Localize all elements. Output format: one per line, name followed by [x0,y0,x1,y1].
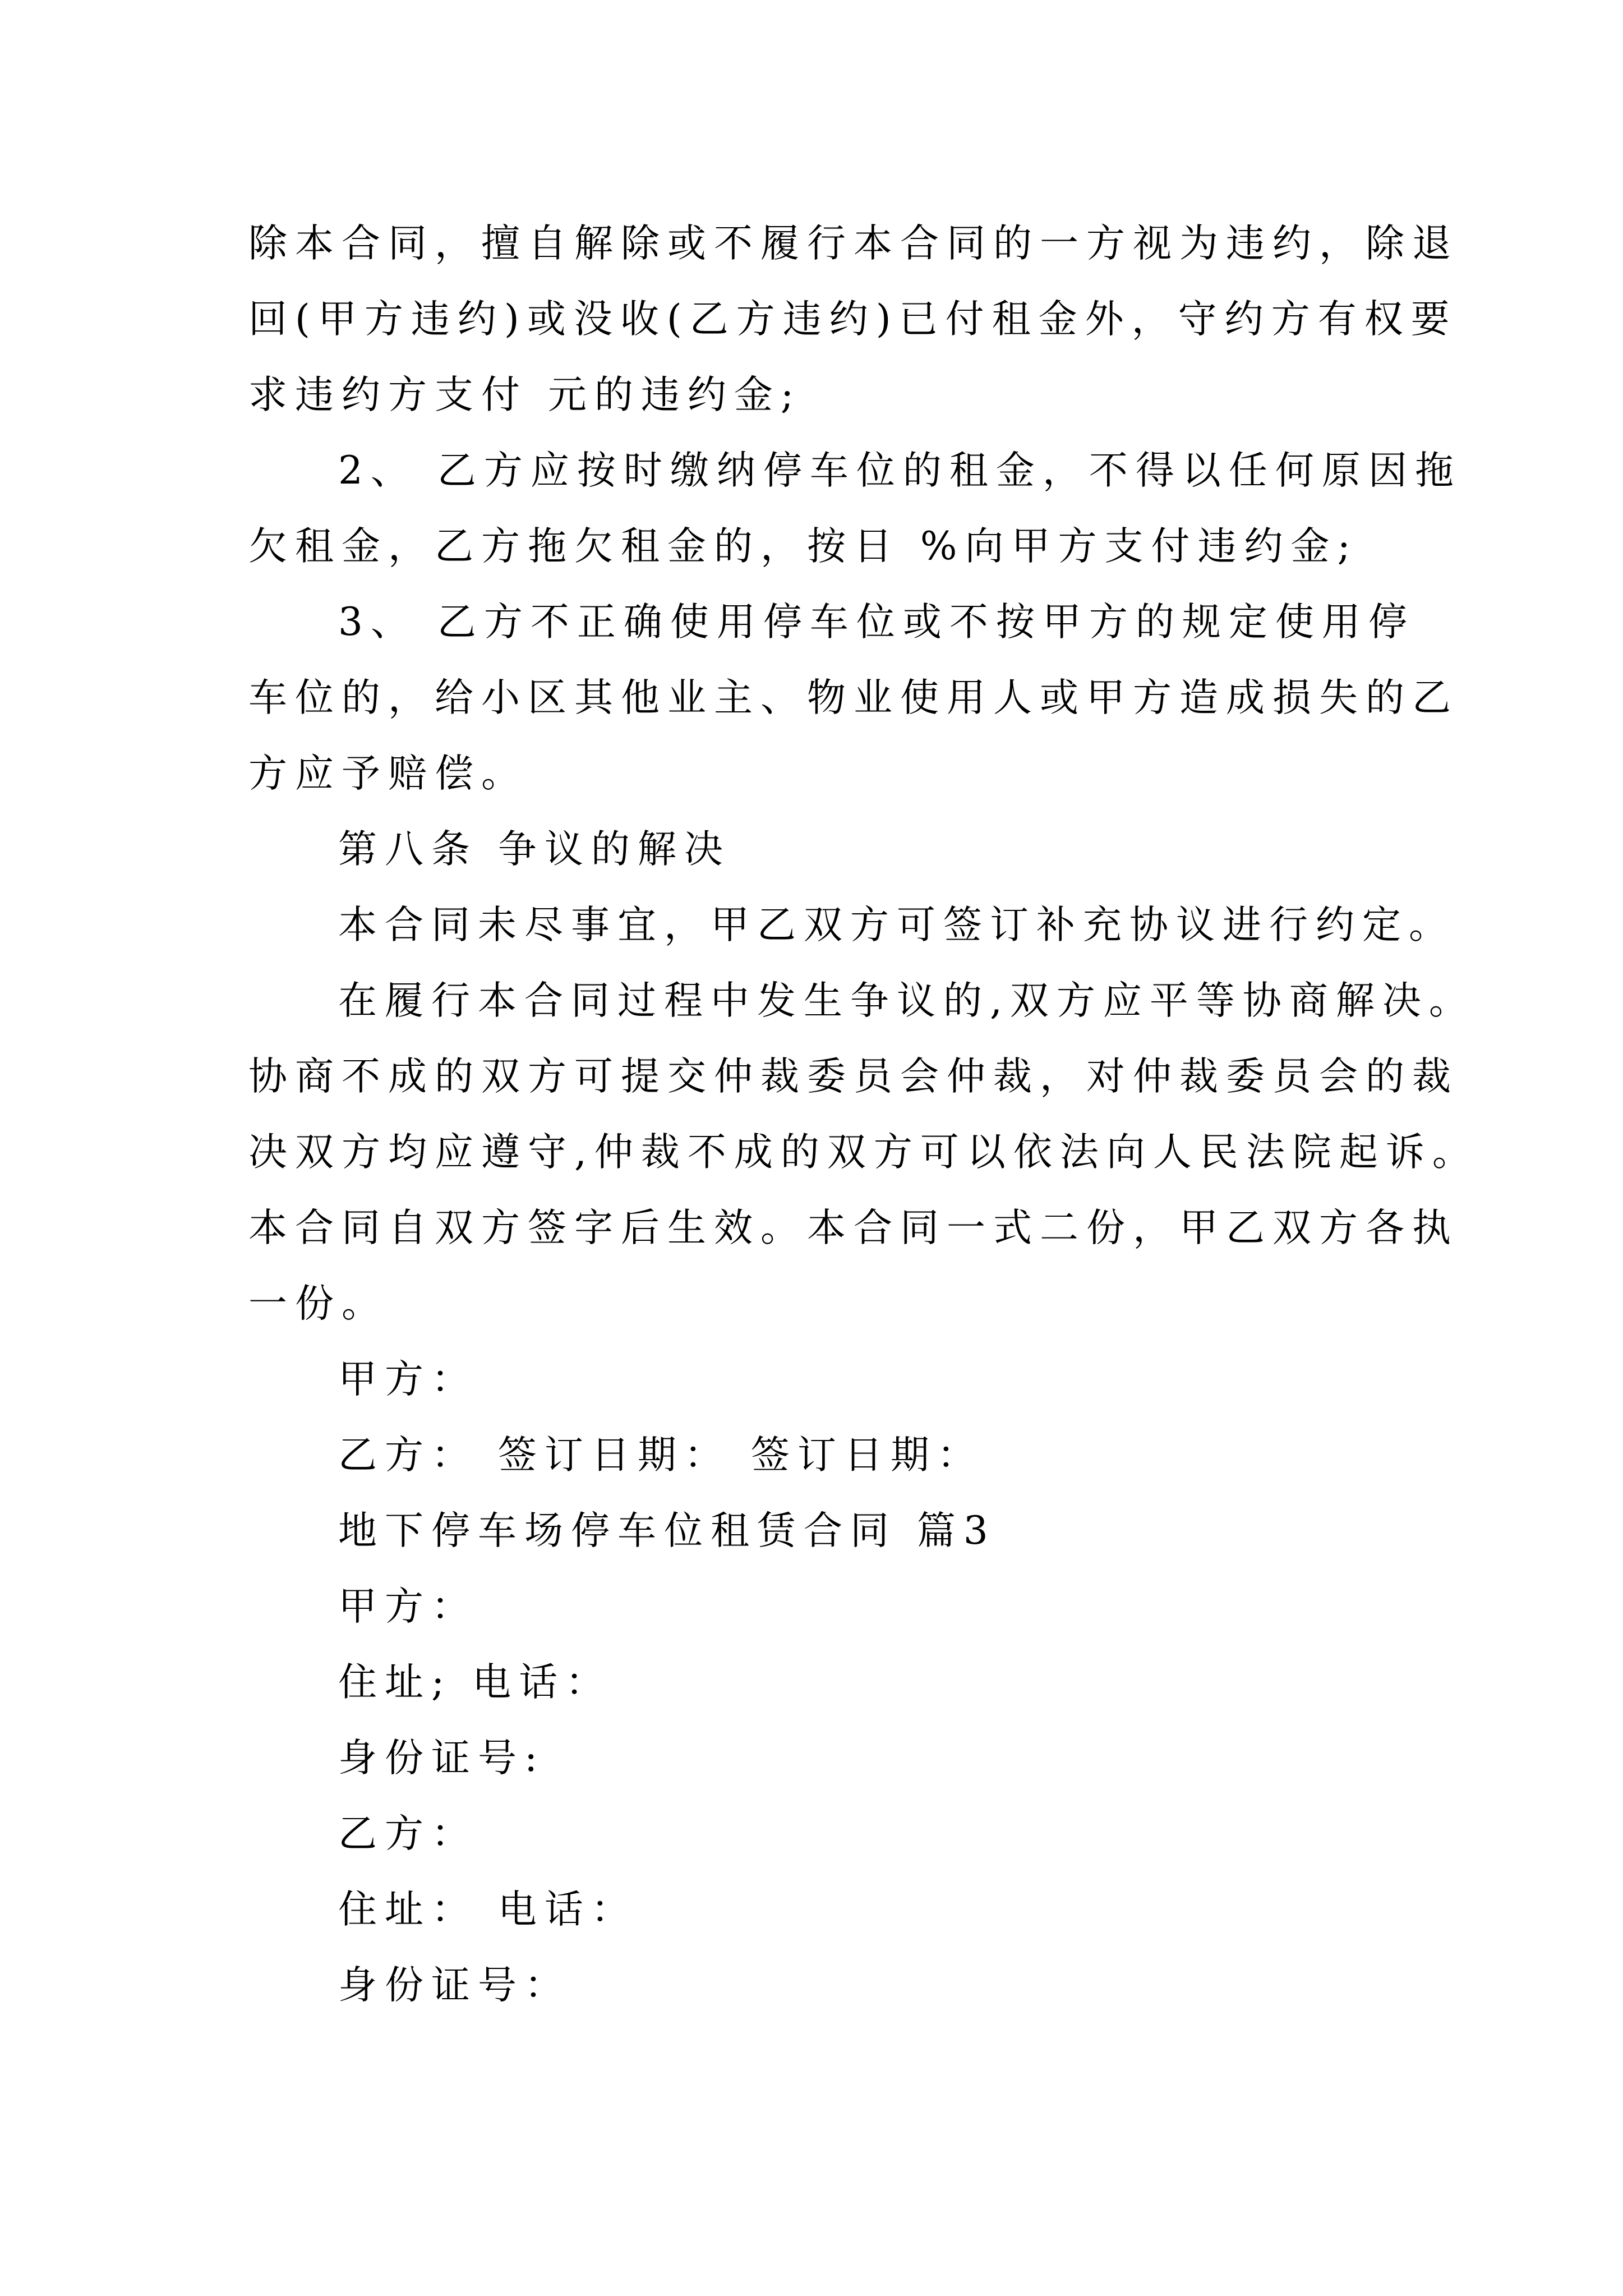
text-line: 除本合同，擅自解除或不履行本合同的一方视为违约，除退 [248,221,1459,266]
text-line: 欠租金，乙方拖欠租金的，按日 %向甲方支付违约金; [248,524,1358,569]
id-number-line: 身份证号： [338,1963,571,2008]
text-line: 一份。 [248,1281,388,1326]
address-phone-line: 住址： 电话： [338,1887,638,1932]
party-b-signature-line: 乙方： 签订日期： 签订日期： [338,1433,984,1478]
text-line: 决双方均应遵守,仲裁不成的双方可以依法向人民法院起诉。 [248,1130,1479,1175]
contract-title: 地下停车场停车位租赁合同 篇3 [338,1508,996,1553]
text-line: 方应予赔偿。 [248,751,528,796]
text-line: 3、 乙方不正确使用停车位或不按甲方的规定使用停 [338,600,1415,645]
party-a-label: 甲方： [338,1584,478,1629]
id-number-line: 身份证号: [338,1736,546,1780]
party-a-label: 甲方： [338,1357,478,1402]
party-b-label: 乙方： [338,1811,478,1856]
address-phone-line: 住址; 电话： [338,1660,612,1705]
text-line: 在履行本合同过程中发生争议的,双方应平等协商解决。 [338,978,1476,1023]
text-line: 回(甲方违约)或没收(乙方违约)已付租金外，守约方有权要 [248,297,1458,342]
text-line: 协商不成的双方可提交仲裁委员会仲裁，对仲裁委员会的裁 [248,1054,1459,1099]
section-heading: 第八条 争议的解决 [338,827,731,872]
text-line: 车位的，给小区其他业主、物业使用人或甲方造成损失的乙 [248,675,1459,720]
text-line: 2、 乙方应按时缴纳停车位的租金，不得以任何原因拖 [338,448,1461,493]
text-line: 求违约方支付 元的违约金; [248,372,802,417]
text-line: 本合同未尽事宜，甲乙双方可签订补充协议进行约定。 [338,903,1455,947]
text-line: 本合同自双方签字后生效。本合同一式二份，甲乙双方各执 [248,1205,1459,1250]
